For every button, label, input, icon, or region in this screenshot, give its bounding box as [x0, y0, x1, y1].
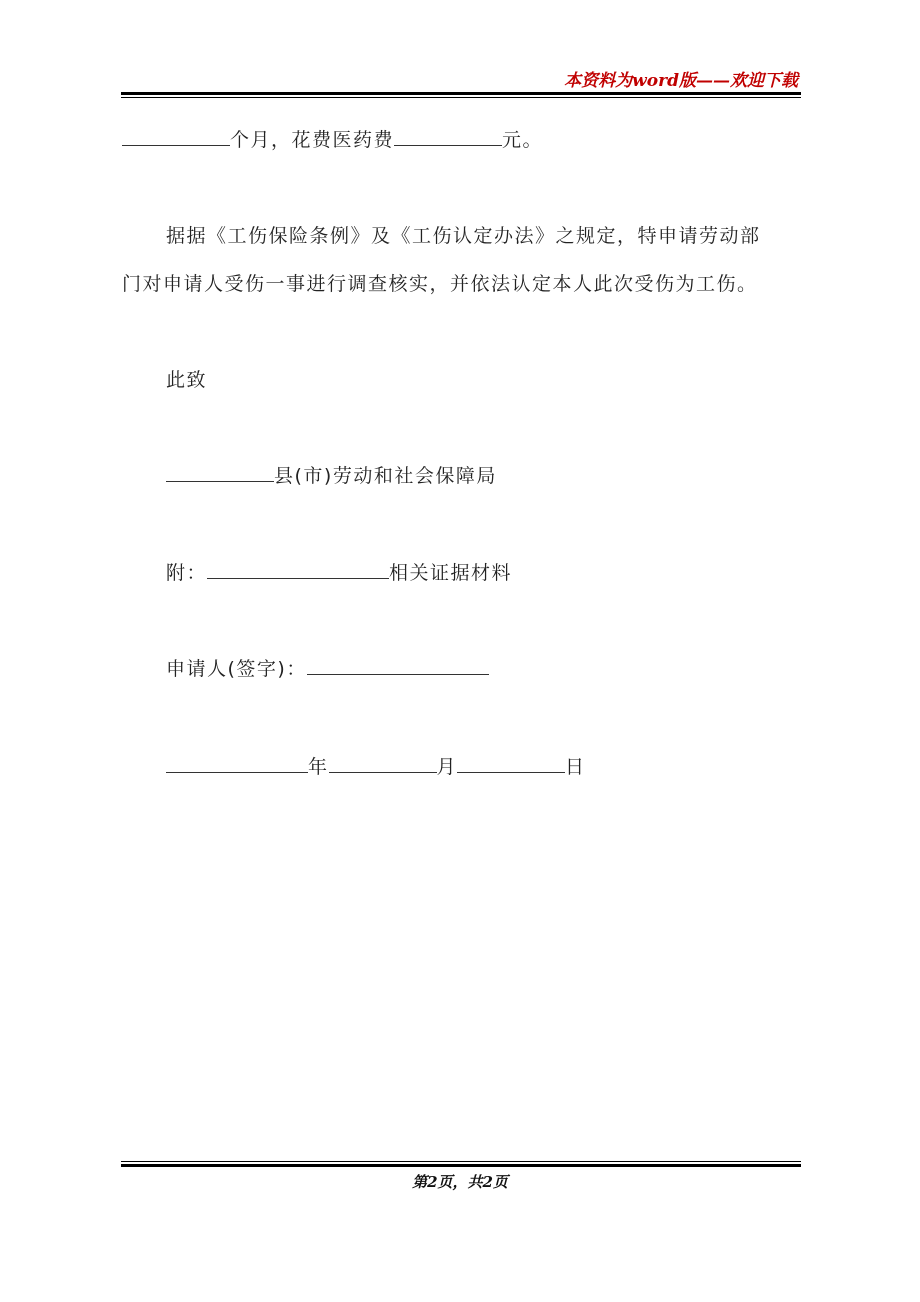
request-paragraph-line-2: 门对申请人受伤一事进行调查核实，并依法认定本人此次受伤为工伤。 — [122, 273, 758, 295]
year-blank — [166, 756, 308, 773]
attachment-suffix: 相关证据材料 — [389, 562, 513, 584]
months-blank — [122, 129, 230, 146]
day-label: 日 — [565, 756, 586, 778]
date-line — [166, 756, 586, 778]
yuan-text: 元。 — [502, 129, 544, 151]
county-blank — [166, 465, 274, 482]
month-blank — [329, 756, 437, 773]
months-text: 个月，花费医药费 — [230, 129, 395, 151]
recipient-line — [166, 465, 497, 487]
header-rule-thin — [121, 97, 801, 98]
attachment-blank — [207, 562, 389, 579]
applicant-line — [166, 658, 489, 680]
footer-rule-thin — [121, 1161, 801, 1162]
header-rule-thick — [121, 92, 801, 95]
salutation: 此致 — [166, 369, 208, 391]
attachment-label: 附： — [166, 562, 208, 584]
year-label: 年 — [308, 756, 329, 778]
request-paragraph-line-1: 据据《工伤保险条例》及《工伤认定办法》之规定，特申请劳动部 — [166, 225, 761, 247]
signature-blank — [307, 658, 489, 675]
applicant-label: 申请人(签字)： — [166, 658, 307, 680]
month-label: 月 — [436, 756, 458, 778]
recipient-text: 县(市)劳动和社会保障局 — [274, 465, 497, 487]
expense-line — [122, 129, 543, 151]
attachment-line — [166, 562, 512, 584]
footer-rule-thick — [121, 1164, 801, 1167]
day-blank — [457, 756, 565, 773]
header-banner: 本资料为word版——欢迎下载 — [564, 71, 798, 91]
cost-blank — [394, 129, 502, 146]
page-number: 第2页，共2页 — [412, 1173, 508, 1191]
